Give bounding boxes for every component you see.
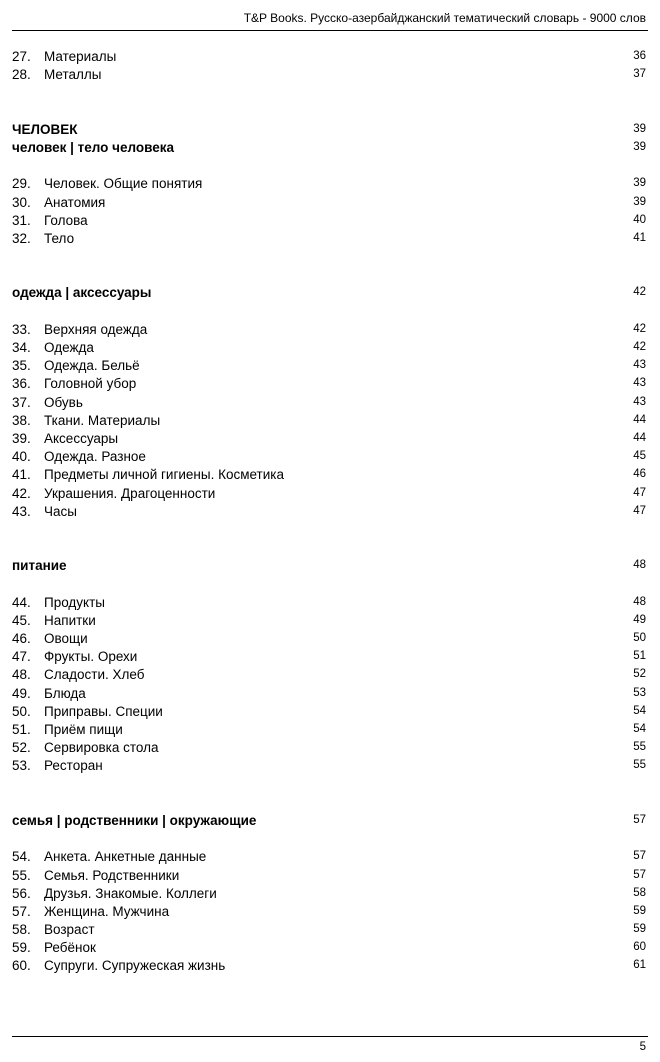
toc-entry-title: Блюда bbox=[44, 685, 86, 701]
toc-page-number: 42 bbox=[633, 322, 646, 335]
toc-entry[interactable] bbox=[12, 612, 648, 630]
toc-page-number: 47 bbox=[633, 504, 646, 517]
toc-entry-number: 57. bbox=[12, 903, 31, 919]
toc-heading-title: одежда | аксессуары bbox=[12, 285, 152, 301]
toc-entry-title: Тело bbox=[44, 230, 75, 246]
toc-entry-title: Анатомия bbox=[44, 194, 106, 210]
toc-entry-number: 52. bbox=[12, 740, 31, 756]
toc-entry[interactable] bbox=[12, 703, 648, 721]
toc-entry-title: Семья. Родственники bbox=[44, 867, 180, 883]
toc-entry[interactable] bbox=[12, 212, 648, 230]
toc-entry-title: Анкета. Анкетные данные bbox=[44, 849, 207, 865]
toc-page-number: 53 bbox=[633, 686, 646, 699]
toc-heading-title: семья | родственники | окружающие bbox=[12, 812, 257, 828]
toc-page-number: 43 bbox=[633, 359, 646, 372]
toc-entry-number: 41. bbox=[12, 467, 31, 483]
toc-entry[interactable] bbox=[12, 230, 648, 248]
toc-page-number: 48 bbox=[633, 595, 646, 608]
toc-page-number: 50 bbox=[633, 632, 646, 645]
toc-entry-number: 36. bbox=[12, 376, 31, 392]
toc-entry-title: Часы bbox=[44, 503, 77, 519]
toc-entry-number: 32. bbox=[12, 230, 31, 246]
toc-page-number: 43 bbox=[633, 377, 646, 390]
toc-entry-title: Одежда. Разное bbox=[44, 449, 146, 465]
toc-page-number: 57 bbox=[633, 850, 646, 863]
toc-entry[interactable] bbox=[12, 630, 648, 648]
toc-entry[interactable] bbox=[12, 867, 648, 885]
toc-entry-number: 33. bbox=[12, 321, 31, 337]
toc-entry-number: 35. bbox=[12, 358, 31, 374]
toc-page-number: 39 bbox=[633, 122, 646, 135]
toc-entry[interactable] bbox=[12, 594, 648, 612]
toc-entry-title: Обувь bbox=[44, 394, 83, 410]
toc-spacer bbox=[12, 575, 648, 593]
toc-entry-number: 43. bbox=[12, 503, 31, 519]
toc-entry-title: Верхняя одежда bbox=[44, 321, 148, 337]
toc-entry-title: Женщина. Мужчина bbox=[44, 903, 170, 919]
toc-entry[interactable] bbox=[12, 885, 648, 903]
toc-entry-number: 31. bbox=[12, 212, 31, 228]
toc-entry-title: Возраст bbox=[44, 922, 95, 938]
toc-entry[interactable] bbox=[12, 321, 648, 339]
toc-entry-title: Голова bbox=[44, 212, 88, 228]
toc-entry[interactable] bbox=[12, 685, 648, 703]
toc-spacer bbox=[12, 776, 648, 812]
toc-spacer bbox=[12, 84, 648, 120]
toc-page-number: 48 bbox=[633, 559, 646, 572]
footer-page-number: 5 bbox=[639, 1041, 646, 1053]
toc-page-number: 58 bbox=[633, 886, 646, 899]
toc-entry-number: 59. bbox=[12, 940, 31, 956]
toc-entry-number: 54. bbox=[12, 849, 31, 865]
toc-entry-title: Металлы bbox=[44, 67, 102, 83]
toc-heading-title: ЧЕЛОВЕК bbox=[12, 121, 78, 137]
toc-entry-number: 47. bbox=[12, 649, 31, 665]
toc-page-number: 41 bbox=[633, 231, 646, 244]
toc-entry[interactable] bbox=[12, 503, 648, 521]
toc-entry-number: 29. bbox=[12, 176, 31, 192]
toc-page-number: 36 bbox=[633, 50, 646, 62]
toc-entry-number: 38. bbox=[12, 412, 31, 428]
toc-page-number: 37 bbox=[633, 68, 646, 81]
toc-entry[interactable] bbox=[12, 394, 648, 412]
toc-entry-number: 34. bbox=[12, 340, 31, 356]
toc-entry[interactable] bbox=[12, 739, 648, 757]
toc-spacer bbox=[12, 521, 648, 557]
toc-entry-number: 60. bbox=[12, 958, 31, 974]
toc-entry-title: Продукты bbox=[44, 594, 105, 610]
toc-entry-title: Друзья. Знакомые. Коллеги bbox=[44, 885, 217, 901]
toc-entry-title: Сервировка стола bbox=[44, 740, 159, 756]
table-of-contents bbox=[12, 48, 648, 976]
toc-entry-number: 51. bbox=[12, 721, 31, 737]
toc-entry-number: 50. bbox=[12, 703, 31, 719]
toc-entry-number: 53. bbox=[12, 758, 31, 774]
toc-entry[interactable] bbox=[12, 357, 648, 375]
toc-entry[interactable] bbox=[12, 957, 648, 975]
toc-entry[interactable] bbox=[12, 721, 648, 739]
toc-entry[interactable] bbox=[12, 466, 648, 484]
toc-entry-title: Аксессуары bbox=[44, 430, 119, 446]
toc-entry[interactable] bbox=[12, 903, 648, 921]
toc-entry[interactable] bbox=[12, 757, 648, 775]
toc-page-number: 49 bbox=[633, 613, 646, 626]
toc-heading-title: питание bbox=[12, 558, 67, 574]
toc-page-number: 47 bbox=[633, 486, 646, 499]
toc-entry-title: Сладости. Хлеб bbox=[44, 667, 145, 683]
toc-entry-title: Украшения. Драгоценности bbox=[44, 485, 216, 501]
toc-entry[interactable] bbox=[12, 648, 648, 666]
toc-entry[interactable] bbox=[12, 485, 648, 503]
toc-entry-number: 56. bbox=[12, 885, 31, 901]
toc-entry[interactable] bbox=[12, 375, 648, 393]
header-title: T&P Books. Русско-азербайджанский тематический словарь - 9000 слов bbox=[243, 11, 646, 25]
toc-spacer bbox=[12, 248, 648, 284]
toc-page-number: 51 bbox=[633, 650, 646, 663]
toc-page-number: 55 bbox=[633, 759, 646, 772]
toc-entry-title: Материалы bbox=[44, 49, 117, 64]
toc-page-number: 59 bbox=[633, 923, 646, 936]
running-header bbox=[12, 0, 648, 31]
toc-entry-title: Фрукты. Орехи bbox=[44, 649, 138, 665]
toc-entry-number: 46. bbox=[12, 631, 31, 647]
toc-entry[interactable] bbox=[12, 921, 648, 939]
toc-entry[interactable] bbox=[12, 48, 648, 66]
toc-entry-title: Супруги. Супружеская жизнь bbox=[44, 958, 226, 974]
toc-entry-number: 42. bbox=[12, 485, 31, 501]
toc-entry[interactable] bbox=[12, 448, 648, 466]
toc-page-number: 57 bbox=[633, 813, 646, 826]
toc-section-heading[interactable] bbox=[12, 284, 648, 302]
toc-section-heading[interactable] bbox=[12, 121, 648, 139]
toc-section-heading[interactable] bbox=[12, 812, 648, 830]
toc-heading-title: человек | тело человека bbox=[12, 139, 175, 155]
toc-entry-title: Ресторан bbox=[44, 758, 103, 774]
toc-entry-number: 48. bbox=[12, 667, 31, 683]
toc-entry[interactable] bbox=[12, 339, 648, 357]
toc-entry[interactable] bbox=[12, 430, 648, 448]
toc-entry-title: Предметы личной гигиены. Косметика bbox=[44, 467, 284, 483]
toc-spacer bbox=[12, 303, 648, 321]
toc-entry-number: 30. bbox=[12, 194, 31, 210]
toc-entry-title: Напитки bbox=[44, 612, 96, 628]
footer-rule bbox=[12, 1036, 648, 1037]
toc-entry-number: 58. bbox=[12, 922, 31, 938]
toc-entry[interactable] bbox=[12, 666, 648, 684]
toc-page-number: 44 bbox=[633, 413, 646, 426]
toc-page-number: 59 bbox=[633, 904, 646, 917]
toc-page-number: 52 bbox=[633, 668, 646, 681]
toc-entry-number: 27. bbox=[12, 49, 31, 64]
toc-entry-title: Головной убор bbox=[44, 376, 137, 392]
toc-entry[interactable] bbox=[12, 66, 648, 84]
toc-entry-title: Одежда bbox=[44, 340, 94, 356]
toc-page-number: 42 bbox=[633, 341, 646, 354]
toc-entry-title: Одежда. Бельё bbox=[44, 358, 140, 374]
toc-page-number: 39 bbox=[633, 177, 646, 190]
toc-entry-title: Человек. Общие понятия bbox=[44, 176, 203, 192]
toc-entry[interactable] bbox=[12, 848, 648, 866]
toc-page-number: 42 bbox=[633, 286, 646, 299]
toc-page-number: 54 bbox=[633, 704, 646, 717]
toc-spacer bbox=[12, 830, 648, 848]
toc-page-number: 39 bbox=[633, 195, 646, 208]
toc-entry-number: 39. bbox=[12, 430, 31, 446]
toc-entry-title: Овощи bbox=[44, 631, 88, 647]
toc-entry-title: Приём пищи bbox=[44, 721, 123, 737]
toc-spacer bbox=[12, 157, 648, 175]
toc-entry[interactable] bbox=[12, 412, 648, 430]
toc-page-number: 60 bbox=[633, 941, 646, 954]
toc-entry-title: Приправы. Специи bbox=[44, 703, 163, 719]
toc-page-number: 43 bbox=[633, 395, 646, 408]
toc-entry-number: 28. bbox=[12, 67, 31, 83]
toc-entry[interactable] bbox=[12, 175, 648, 193]
toc-section-heading[interactable] bbox=[12, 139, 648, 157]
toc-entry-number: 40. bbox=[12, 449, 31, 465]
toc-page-number: 61 bbox=[633, 959, 646, 972]
toc-section-heading[interactable] bbox=[12, 557, 648, 575]
toc-page-number: 39 bbox=[633, 140, 646, 153]
toc-entry-number: 49. bbox=[12, 685, 31, 701]
toc-page-number: 45 bbox=[633, 450, 646, 463]
toc-entry-title: Ткани. Материалы bbox=[44, 412, 161, 428]
toc-entry[interactable] bbox=[12, 194, 648, 212]
toc-page-number: 54 bbox=[633, 722, 646, 735]
toc-entry-number: 44. bbox=[12, 594, 31, 610]
toc-page-number: 55 bbox=[633, 741, 646, 754]
toc-page-number: 46 bbox=[633, 468, 646, 481]
toc-page-number: 44 bbox=[633, 431, 646, 444]
toc-entry-title: Ребёнок bbox=[44, 940, 96, 956]
toc-page-number: 57 bbox=[633, 868, 646, 881]
toc-page-number: 40 bbox=[633, 213, 646, 226]
toc-entry-number: 55. bbox=[12, 867, 31, 883]
toc-entry[interactable] bbox=[12, 939, 648, 957]
toc-entry-number: 45. bbox=[12, 612, 31, 628]
toc-entry-number: 37. bbox=[12, 394, 31, 410]
